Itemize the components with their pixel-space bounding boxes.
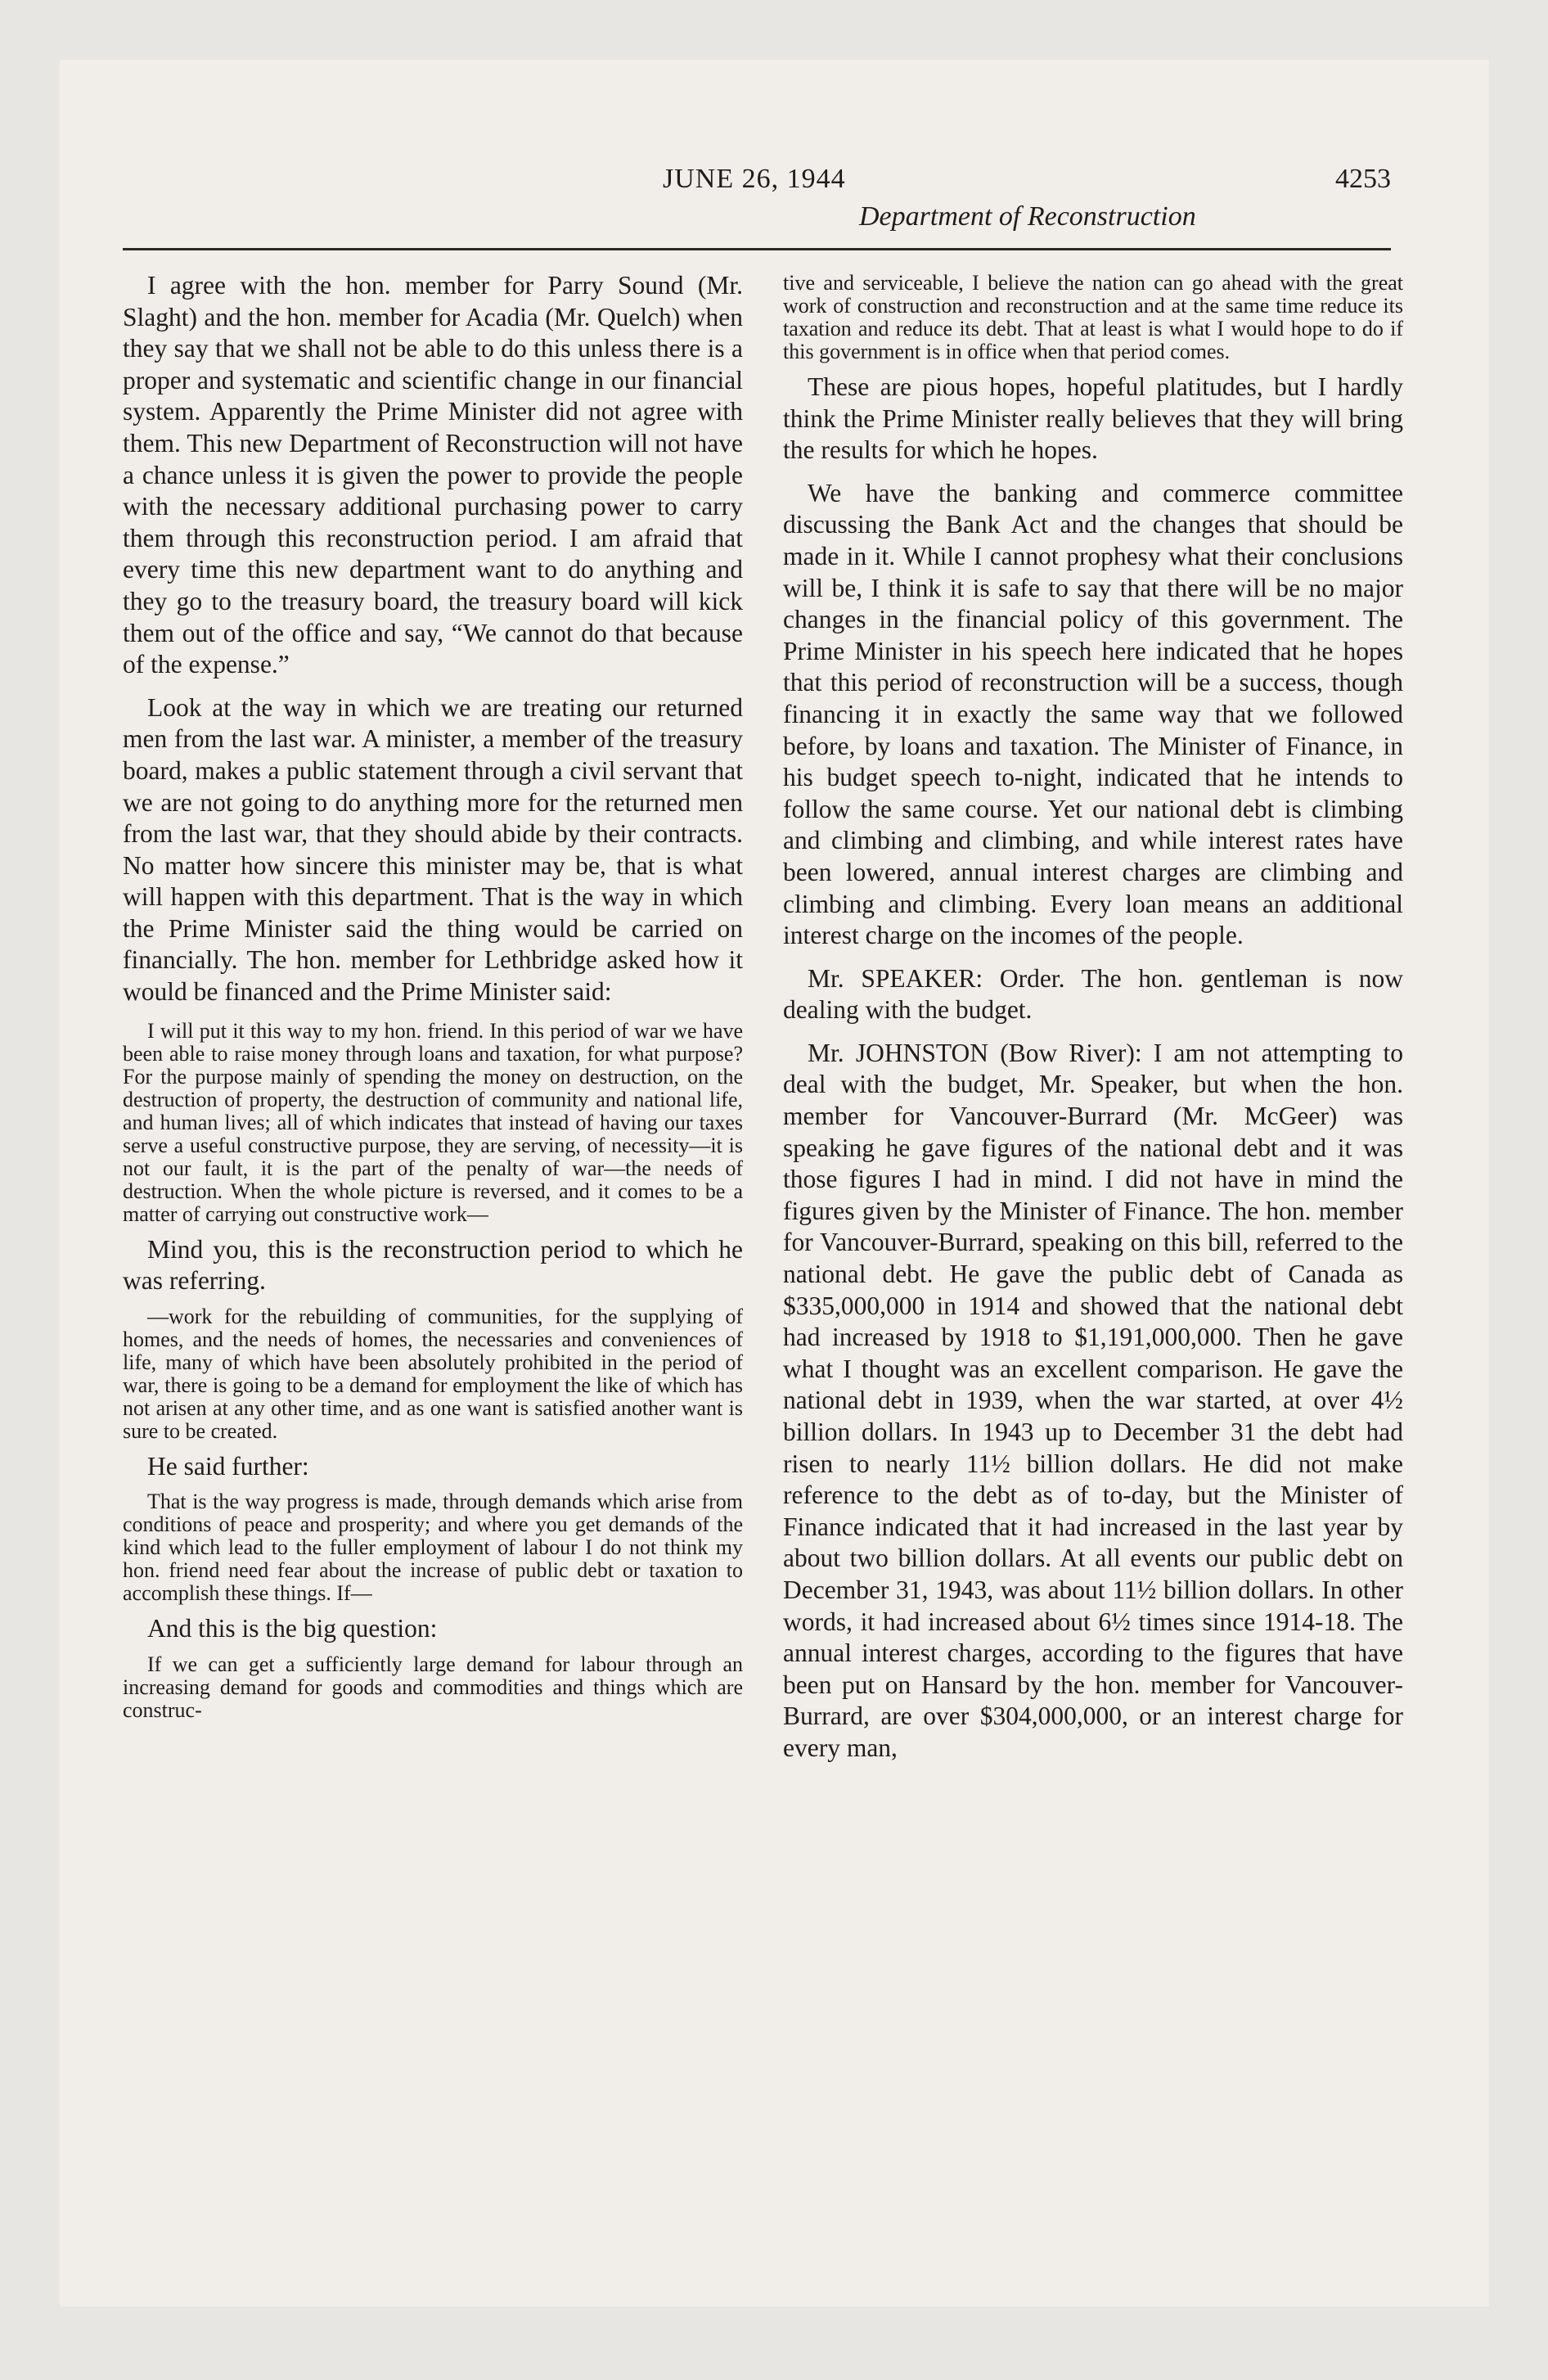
paragraph: And this is the big question: [147, 1614, 438, 1643]
page-header [123, 164, 1391, 237]
header-date: JUNE 26, 1944 [663, 164, 846, 194]
paragraph: Mr. JOHNSTON (Bow River): I am not attempting to deal with the budget, Mr. Speaker, but when the hon. member for Vancouver-Burrard (Mr. McGeer) was speaking he gave figures of the national debt and it was those figures I had in mind. I did not have in mind the figures given by the Minister of Finance. The hon. member for Vancouver-Burrard, speaking on this bill, referred to the national debt. He gave the public debt of Canada as $335,000,000 in 1914 and showed that the national debt had increased by 1918 to $1,191,000,000. Then he gave what I thought was an excellent comparison. He gave the national debt in 1939, when the war started, at over 4½ billion dollars. In 1943 up to December 31 the debt had risen to nearly 11½ billion dollars. He did not make reference to the debt as of to-day, but the Minister of Finance indicated that it had increased in the last year by about two billion dollars. At all events our public debt on December 31, 1943, was about 11½ billion dollars. In other words, it had increased about 6½ times since 1914-18. The annual interest charges, according to the figures that have been put on Hansard by the hon. member for Vancouver-Burrard, are over $304,000,000, or an interest charge for every man, [783, 1038, 1403, 1762]
paragraph: These are pious hopes, hopeful platitudes, but I hardly think the Prime Minister really believes that they will bring the results for which he hopes. [783, 372, 1403, 465]
quotation: That is the way progress is made, through demands which arise from conditions of peace and prosperity; and where you get demands of the kind which lead to the fuller employment of labour I do not think my hon. friend need fear about the increase of public debt or taxation to accomplish these things. If— [123, 1490, 743, 1606]
running-title: Department of Reconstruction [859, 201, 1196, 232]
left-column [123, 270, 743, 1722]
paragraph: Mind you, this is the reconstruction period to which he was referring. [123, 1234, 743, 1296]
quotation: tive and serviceable, I believe the nation can go ahead with the great work of construction and reconstruction and at the same time reduce its taxation and reduce its debt. That at least is what I would hope to do if this government is in office when that period comes. [783, 271, 1403, 363]
page-number: 4253 [1335, 164, 1391, 194]
header-rule [123, 248, 1391, 250]
paragraph: I agree with the hon. member for Parry Sound (Mr. Slaght) and the hon. member for Acadia (Mr. Quelch) when they say that we shall not be able to do this unless there is a proper and systematic and scientific change in our financial system. Apparently the Prime Minister did not agree with them. This new Department of Reconstruction will not have a chance unless it is given the power to provide the people with the necessary additional purchasing power to carry them through this reconstruction period. I am afraid that every time this new department want to do anything and they go to the treasury board, the treasury board will kick them out of the office and say, “We cannot do that because of the expense.” [123, 271, 743, 679]
paragraph: We have the banking and commerce committee discussing the Bank Act and the changes that should be made in it. While I cannot prophesy what their conclusions will be, I think it is safe to say that there will be no major changes in the financial policy of this government. The Prime Minister in his speech here indicated that he hopes that this period of reconstruction will be a success, though financing it in exactly the same way that we followed before, by loans and taxation. The Minister of Finance, in his budget speech to-night, indicated that he intends to follow the same course. Yet our national debt is climbing and climbing and climbing, and while interest rates have been lowered, annual interest charges are climbing and climbing and climbing. Every loan means an additional interest charge on the incomes of the people. [783, 478, 1403, 950]
quotation: If we can get a sufficiently large demand for labour through an increasing demand for goods and commodities and things which are construc- [123, 1652, 743, 1723]
quotation: —work for the rebuilding of communities, for the supplying of homes, and the needs of homes, the necessaries and conveniences of life, many of which have been absolutely prohibited in the period of war, there is going to be a demand for employment the like of which has not arisen at any other time, and as one want is satisfied another want is sure to be created. [123, 1304, 743, 1443]
right-column [783, 272, 1403, 1765]
paragraph: Look at the way in which we are treating our returned men from the last war. A minister, a member of the treasury board, makes a public statement through a civil servant that we are not going to do anything more for the returned men from the last war, that they should abide by their contracts. No matter how sincere this minister may be, that is what will happen with this department. That is the way in which the Prime Minister said the thing would be carried on financially. The hon. member for Lethbridge asked how it would be financed and the Prime Minister said: [123, 692, 743, 1007]
paragraph: Mr. SPEAKER: Order. The hon. gentleman is now dealing with the budget. [783, 963, 1403, 1025]
paragraph: He said further: [147, 1451, 309, 1481]
quotation: I will put it this way to my hon. friend. In this period of war we have been able to raise money through loans and taxation, for what purpose? For the purpose mainly of spending the money on destruction, on the destruction of property, the destruction of community and national life, and human lives; all of which indicates that instead of having our taxes serve a useful constructive purpose, they are serving, of necessity—it is not our fault, it is the part of the penalty of war—the needs of destruction. When the whole picture is reversed, and it comes to be a matter of carrying out constructive work— [123, 1018, 743, 1226]
